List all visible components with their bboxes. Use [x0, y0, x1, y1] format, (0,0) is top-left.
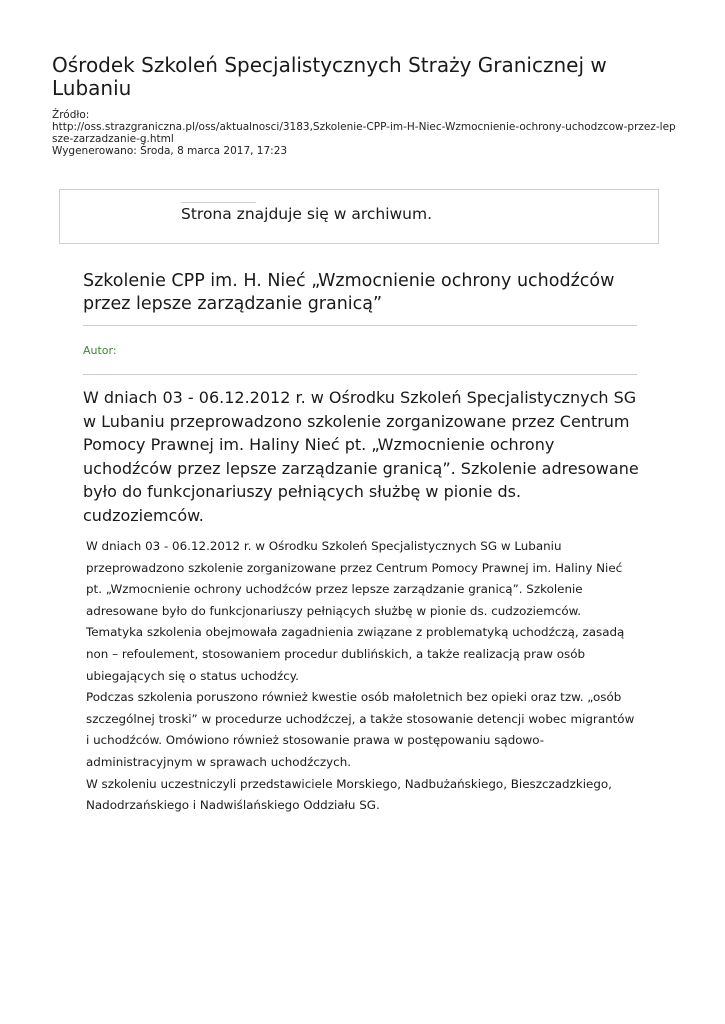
source-url[interactable]: http://oss.strazgraniczna.pl/oss/aktualnosci/3183,Szkolenie-CPP-im-H-Niec-Wzmocnienie-ochrony-uchodzcow-przez-lepsze-zarzadzanie-g.html	[52, 121, 676, 145]
archive-notice-text: Strona znajduje się w archiwum.	[181, 205, 433, 223]
author-divider	[83, 374, 637, 375]
article-body	[86, 536, 641, 817]
body-paragraph: W szkoleniu uczestniczyli przedstawiciele Morskiego, Nadbużańskiego, Bieszczadzkiego, Nadodrzańskiego i Nadwiślańskiego Oddziału SG.	[86, 776, 612, 813]
source-label: Źródło:	[52, 109, 90, 121]
body-paragraph: Podczas szkolenia poruszono również kwestie osób małoletnich bez opieki oraz tzw. „osób szczególnej troski” w procedurze uchodźczej, a także stosowanie detencji wobec migrantów i uchodźców. Omówiono również stosowanie prawa w postępowaniu sądowo-administracyjnym w sprawach uchodźczych.	[86, 690, 635, 769]
title-divider	[83, 325, 637, 326]
archive-notice-divider	[181, 202, 256, 203]
article-title: Szkolenie CPP im. H. Nieć „Wzmocnienie ochrony uchodźców przez lepsze zarządzanie granicą”	[83, 271, 615, 314]
article-lead: W dniach 03 - 06.12.2012 r. w Ośrodku Szkoleń Specjalistycznych SG w Lubaniu przeprowadzono szkolenie zorganizowane przez Centrum Pomocy Prawnej im. Haliny Nieć pt. „Wzmocnienie ochrony uchodźców przez lepsze zarządzanie granicą”. Szkolenie adresowane było do funkcjonariuszy pełniących służbę w pionie ds. cudzoziemców.	[83, 388, 639, 525]
page-meta	[52, 109, 677, 157]
site-title: Ośrodek Szkoleń Specjalistycznych Straży Granicznej w Lubaniu	[52, 53, 607, 100]
author-label: Autor:	[83, 344, 117, 357]
generated-timestamp: Wygenerowano: Środa, 8 marca 2017, 17:23	[52, 145, 288, 157]
archive-notice-box	[59, 189, 659, 244]
body-paragraph: W dniach 03 - 06.12.2012 r. w Ośrodku Szkoleń Specjalistycznych SG w Lubaniu przeprowadzono szkolenie zorganizowane przez Centrum Pomocy Prawnej im. Haliny Nieć pt. „Wzmocnienie ochrony uchodźców przez lepsze zarządzanie granicą”. Szkolenie adresowane było do funkcjonariuszy pełniących służbę w pionie ds. cudzoziemców. Tematyka szkolenia obejmowała zagadnienia związane z problematyką uchodźczą, zasadą non – refoulement, stosowaniem procedur dublińskich, a także realizacją praw osób ubiegających się o status uchodźcy.	[86, 539, 625, 683]
